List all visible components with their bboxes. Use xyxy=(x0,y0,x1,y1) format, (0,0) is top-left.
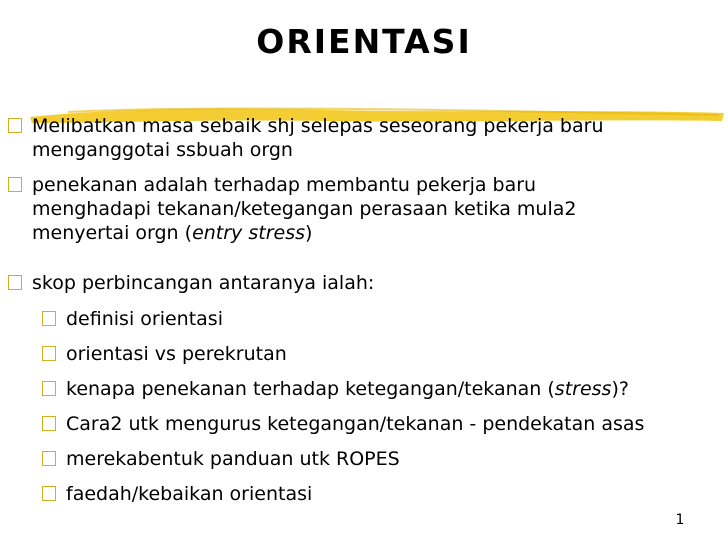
bullet-line: menyertai orgn (entry stress) xyxy=(32,222,313,244)
square-bullet-icon xyxy=(42,451,56,466)
slide-title: ORIENTASI xyxy=(256,22,472,61)
square-bullet-icon xyxy=(42,381,56,396)
bullet-line: penekanan adalah terhadap membantu pekerja baru xyxy=(32,174,537,196)
sub-bullet-text: Cara2 utk mengurus ketegangan/tekanan - pendekatan asas xyxy=(66,413,645,435)
square-bullet-icon xyxy=(42,416,56,431)
italic-term: entry stress xyxy=(192,222,305,244)
square-bullet-icon xyxy=(8,177,22,192)
square-bullet-icon xyxy=(42,346,56,361)
page-number: 1 xyxy=(675,512,685,528)
square-bullet-icon xyxy=(42,486,56,501)
italic-term: stress xyxy=(554,378,612,400)
bullet-line: Melibatkan masa sebaik shj selepas seseorang pekerja baru xyxy=(32,115,604,137)
sub-bullet-text: merekabentuk panduan utk ROPES xyxy=(66,448,400,470)
square-bullet-icon xyxy=(8,118,22,133)
square-bullet-icon xyxy=(8,275,22,290)
square-bullet-icon xyxy=(42,311,56,326)
bullet-line: menghadapi tekanan/ketegangan perasaan ketika mula2 xyxy=(32,198,577,220)
sub-bullet-text: definisi orientasi xyxy=(66,308,223,330)
sub-bullet-text: kenapa penekanan terhadap ketegangan/tekanan (stress)? xyxy=(66,378,629,400)
bullet-line: skop perbincangan antaranya ialah: xyxy=(32,272,375,294)
sub-bullet-text: faedah/kebaikan orientasi xyxy=(66,483,313,505)
sub-bullet-text: orientasi vs perekrutan xyxy=(66,343,287,365)
bullet-line: menganggotai ssbuah orgn xyxy=(32,139,293,161)
